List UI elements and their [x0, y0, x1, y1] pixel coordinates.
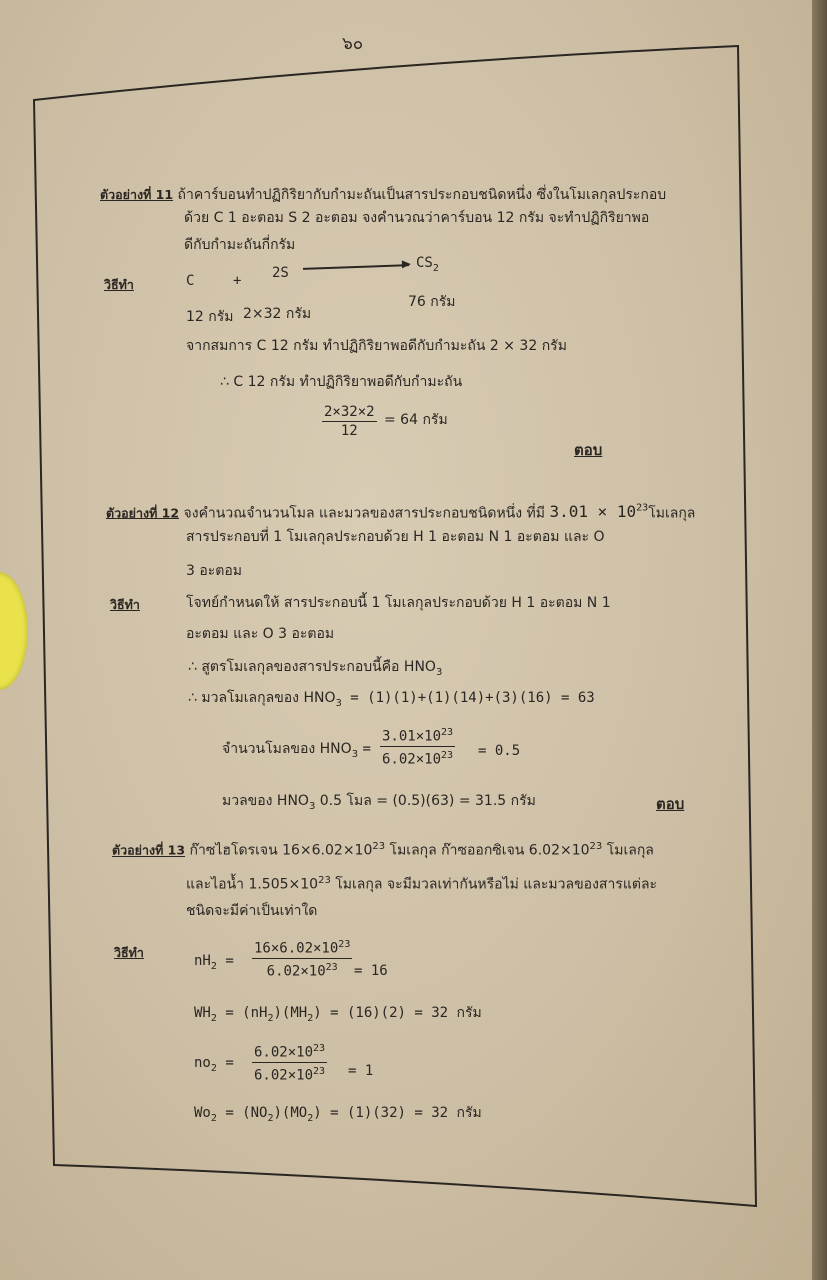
ex11-question-line2: ด้วย C 1 อะตอม S 2 อะตอม จงคำนวณว่าคาร์บอน 12 กรัม จะทำปฏิกิริยาพอ: [184, 210, 650, 226]
ex12-mass-line: มวลของ $HNO_3$ 0.5 โมล = (0.5)(63) = 31.5 กรัม: [222, 793, 536, 812]
ex13-no2-result: = 1: [348, 1063, 374, 1079]
ex11-fraction-numerator: 2×32×2: [324, 404, 375, 420]
ex11-fraction-denominator: 12: [340, 423, 358, 439]
ex12-moles-fraction: $\frac{3.01\times 10^{23}}{6.02\times 10^{23}}$: [380, 724, 455, 768]
ex13-question-line3: ชนิดจะมีค่าเป็นเท่าใด: [186, 903, 318, 919]
ex11-plus: +: [233, 273, 242, 289]
ex12-question-line3: 3 อะตอม: [186, 563, 243, 579]
ex13-question-line1: ตัวอย่างที่ 13 ก๊าซไฮโดรเจน $16\times 6.02\times 10^{23}$ โมเลกุล ก๊าซออกซิเจน $6.02\times 10^{23}$ โมเลกุล: [112, 841, 654, 859]
ex11-reactant-2s: 2S: [272, 265, 289, 281]
ex12-solution-label: วิธีทำ: [110, 597, 140, 612]
ex11-answer-label: ตอบ: [574, 441, 603, 459]
ex11-line-therefore: ∴ C 12 กรัม ทำปฏิกิริยาพอดีกับกำมะถัน: [220, 374, 463, 390]
page-number: ๖๐: [342, 34, 364, 54]
ex12-answer-label: ตอบ: [656, 795, 685, 813]
ex13-wo2-line: $Wo_2 = (NO_2)(MO_2) = (1)(32) = 32$ กรัม: [194, 1105, 482, 1124]
ex12-question-line2: สารประกอบที่ 1 โมเลกุลประกอบด้วย H 1 อะตอม N 1 อะตอม และ O: [186, 529, 605, 545]
ex13-label: ตัวอย่างที่ 13: [112, 842, 186, 858]
ex12-formula-line: ∴ สูตรโมเลกุลของสารประกอบนี้คือ $HNO_3$: [188, 659, 443, 678]
book-spine-edge: [812, 0, 827, 1280]
ex12-moles-result: = 0.5: [478, 743, 521, 759]
ex12-solution-line1: โจทย์กำหนดให้ สารประกอบนี้ 1 โมเลกุลประกอบด้วย H 1 อะตอม N 1: [186, 595, 611, 611]
ex11-mass-c: 12 กรัม: [186, 309, 234, 325]
ex12-solution-line2: อะตอม และ O 3 อะตอม: [186, 626, 335, 642]
ex12-label: ตัวอย่างที่ 12: [106, 505, 180, 521]
ex11-fraction: [322, 403, 377, 440]
ex11-result: = 64 กรัม: [384, 412, 448, 428]
ex13-solution-label: วิธีทำ: [114, 945, 144, 960]
ex11-product: $CS_2$: [416, 255, 439, 274]
ex13-no2-label: $no_2$ =: [194, 1055, 234, 1074]
ex11-mass-s: 2×32 กรัม: [243, 306, 312, 322]
ex13-question-line2: และไอน้ำ $1.505\times 10^{23}$ โมเลกุล จะมีมวลเท่ากันหรือไม่ และมวลของสารแต่ละ: [186, 875, 658, 893]
ex11-mass-cs2: 76 กรัม: [408, 294, 456, 310]
ex11-question-line1: [100, 186, 666, 204]
ex13-wh2-line: $WH_2 = (nH_2)(MH_2) = (16)(2) = 32$ กรัม: [194, 1005, 482, 1024]
ex11-line-equation: จากสมการ C 12 กรัม ทำปฏิกิริยาพอดีกับกำมะถัน 2 × 32 กรัม: [186, 338, 567, 354]
ex11-reactant-c: C: [186, 273, 195, 289]
ex11-q1-text: ถ้าคาร์บอนทำปฏิกิริยากับกำมะถันเป็นสารประกอบชนิดหนึ่ง ซึ่งในโมเลกุลประกอบ: [177, 187, 667, 203]
ex12-moles-label: จำนวนโมลของ $HNO_3$ =: [222, 741, 371, 760]
ex11-solution-label: วิธีทำ: [104, 277, 134, 292]
ex11-question-line3: ดีกับกำมะถันกี่กรัม: [184, 237, 296, 253]
ex13-nh2-fraction: $\frac{16\times 6.02\times 10^{23}}{6.02\times 10^{23}}$: [252, 936, 352, 980]
ex12-molar-mass-line: ∴ มวลโมเลกุลของ $HNO_3 = (1)(1)+(1)(14)+(3)(16) = 63$: [188, 690, 595, 709]
ex13-nh2-label: $nH_2$ =: [194, 953, 234, 972]
ex12-question-line1: ตัวอย่างที่ 12 จงคำนวณจำนวนโมล และมวลของสารประกอบชนิดหนึ่ง ที่มี $3.01 \times 10^{23}$โมเลกุล: [106, 502, 696, 522]
ex13-no2-fraction: $\frac{6.02\times 10^{23}}{6.02\times 10^{23}}$: [252, 1040, 327, 1084]
ex11-label: ตัวอย่างที่ 11: [100, 187, 174, 202]
ex13-nh2-result: = 16: [354, 963, 388, 979]
